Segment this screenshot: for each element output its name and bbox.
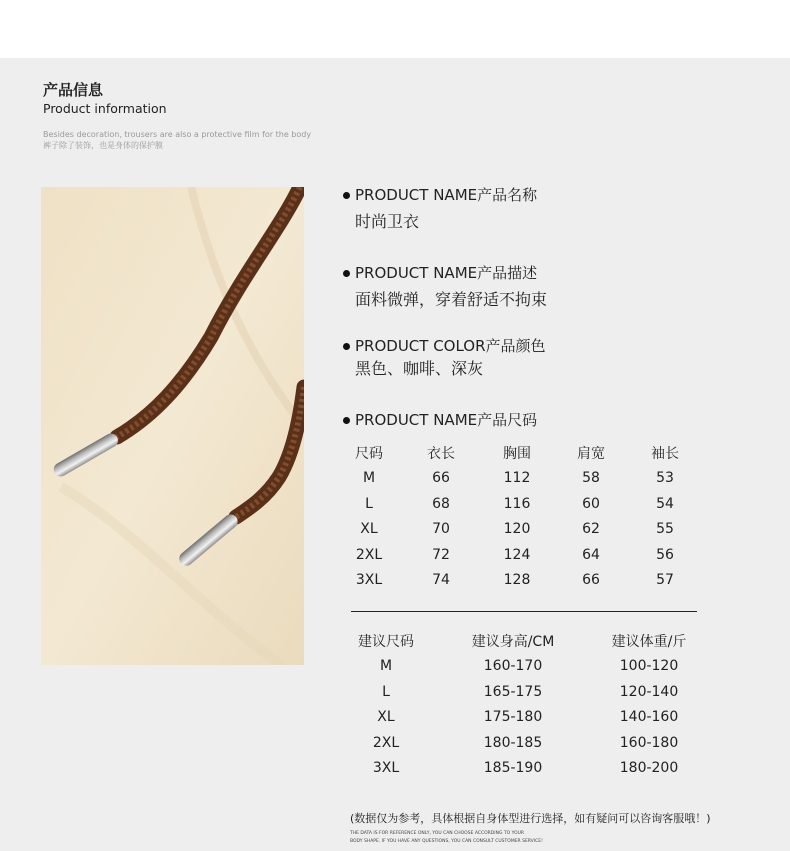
table-cell: 58 bbox=[582, 470, 600, 487]
table-cell: 56 bbox=[656, 546, 674, 563]
table-cell: 120-140 bbox=[619, 683, 679, 700]
table-cell: M bbox=[362, 470, 376, 487]
table-cell: 160-180 bbox=[619, 734, 679, 751]
table-cell: 3XL bbox=[355, 572, 383, 589]
size-table-header bbox=[345, 440, 705, 466]
table-cell: 140-160 bbox=[619, 709, 679, 726]
table-cell: 62 bbox=[582, 521, 600, 538]
footnote-en-line1: THE DATA IS FOR REFERENCE ONLY, YOU CAN CHOOSE ACCORDING TO YOUR bbox=[350, 831, 525, 836]
product-size-section bbox=[343, 410, 537, 430]
table-row bbox=[345, 679, 705, 705]
table-cell: 128 bbox=[503, 572, 531, 589]
product-color-value: 黑色、咖啡、深灰 bbox=[355, 359, 484, 378]
table-cell: 53 bbox=[656, 470, 674, 487]
table-row bbox=[345, 568, 705, 594]
heading-subtitle-cn: 裤子除了装饰，也是身体的保护膜 bbox=[43, 141, 163, 150]
bullet-dot-icon bbox=[343, 343, 350, 350]
table-cell: 2XL bbox=[372, 734, 400, 751]
product-description-section bbox=[343, 263, 547, 311]
table-cell: 160-170 bbox=[483, 658, 543, 675]
table-row bbox=[345, 491, 705, 517]
header-cell: 衣长 bbox=[427, 445, 455, 462]
table-cell: 2XL bbox=[355, 546, 383, 563]
table-cell: 175-180 bbox=[483, 709, 543, 726]
section-heading bbox=[43, 80, 311, 151]
table-row bbox=[345, 517, 705, 543]
table-cell: 116 bbox=[503, 495, 531, 512]
table-cell: 180-185 bbox=[483, 734, 543, 751]
table-cell: 124 bbox=[503, 546, 531, 563]
heading-title-cn: 产品信息 bbox=[43, 81, 104, 99]
table-cell: 3XL bbox=[372, 760, 400, 777]
table-cell: 54 bbox=[656, 495, 674, 512]
table-cell: 66 bbox=[432, 470, 450, 487]
table-cell: 165-175 bbox=[483, 683, 543, 700]
table-row bbox=[345, 542, 705, 568]
header-cell: 胸围 bbox=[503, 445, 531, 462]
table-divider bbox=[351, 611, 697, 612]
table-row bbox=[345, 730, 705, 756]
bullet-dot-icon bbox=[343, 192, 350, 199]
header-cell: 尺码 bbox=[355, 445, 383, 462]
table-cell: L bbox=[382, 683, 390, 700]
table-row bbox=[345, 756, 705, 782]
product-description-value: 面料微弹，穿着舒适不拘束 bbox=[355, 290, 548, 309]
bullet-dot-icon bbox=[343, 417, 350, 424]
header-cell: 袖长 bbox=[651, 445, 679, 462]
size-table bbox=[345, 440, 705, 593]
header-cell: 建议尺码 bbox=[358, 633, 414, 650]
heading-subtitle-en: Besides decoration, trousers are also a protective film for the body bbox=[43, 130, 312, 139]
table-cell: 64 bbox=[582, 546, 600, 563]
table-row bbox=[345, 705, 705, 731]
recommendation-table bbox=[345, 628, 705, 781]
table-cell: XL bbox=[360, 521, 378, 538]
product-detail-photo bbox=[41, 187, 304, 665]
table-cell: 100-120 bbox=[619, 658, 679, 675]
table-cell: 72 bbox=[432, 546, 450, 563]
bullet-dot-icon bbox=[343, 270, 350, 277]
header-cell: 建议身高/CM bbox=[471, 633, 555, 650]
recommendation-table-header bbox=[345, 628, 705, 654]
footnote-en-line2: BODY SHAPE. IF YOU HAVE ANY QUESTIONS, YOU CAN CONSULT CUSTOMER SERVICE! bbox=[350, 839, 543, 844]
product-color-title: PRODUCT COLOR产品颜色 bbox=[355, 337, 546, 355]
table-cell: 112 bbox=[503, 470, 531, 487]
product-name-title: PRODUCT NAME产品名称 bbox=[355, 186, 538, 204]
table-cell: 70 bbox=[432, 521, 450, 538]
table-cell: 185-190 bbox=[483, 760, 543, 777]
table-cell: 66 bbox=[582, 572, 600, 589]
product-color-section bbox=[343, 336, 546, 380]
product-description-title: PRODUCT NAME产品描述 bbox=[355, 264, 538, 282]
table-cell: M bbox=[379, 658, 393, 675]
table-cell: XL bbox=[377, 709, 395, 726]
footnote bbox=[350, 811, 711, 845]
header-cell: 建议体重/斤 bbox=[611, 633, 687, 650]
table-cell: 120 bbox=[503, 521, 531, 538]
product-size-title: PRODUCT NAME产品尺码 bbox=[355, 411, 538, 429]
table-cell: L bbox=[365, 495, 373, 512]
footnote-cn: (数据仅为参考，具体根据自身体型进行选择，如有疑问可以咨询客服哦！) bbox=[350, 812, 711, 825]
table-row bbox=[345, 654, 705, 680]
table-row bbox=[345, 466, 705, 492]
table-cell: 60 bbox=[582, 495, 600, 512]
table-cell: 55 bbox=[656, 521, 674, 538]
table-cell: 68 bbox=[432, 495, 450, 512]
product-name-value: 时尚卫衣 bbox=[355, 212, 420, 231]
table-cell: 180-200 bbox=[619, 760, 679, 777]
product-name-section bbox=[343, 185, 537, 233]
header-cell: 肩宽 bbox=[577, 445, 605, 462]
top-white-band bbox=[0, 0, 790, 58]
heading-title-en: Product information bbox=[43, 101, 167, 116]
table-cell: 57 bbox=[656, 572, 674, 589]
table-cell: 74 bbox=[432, 572, 450, 589]
